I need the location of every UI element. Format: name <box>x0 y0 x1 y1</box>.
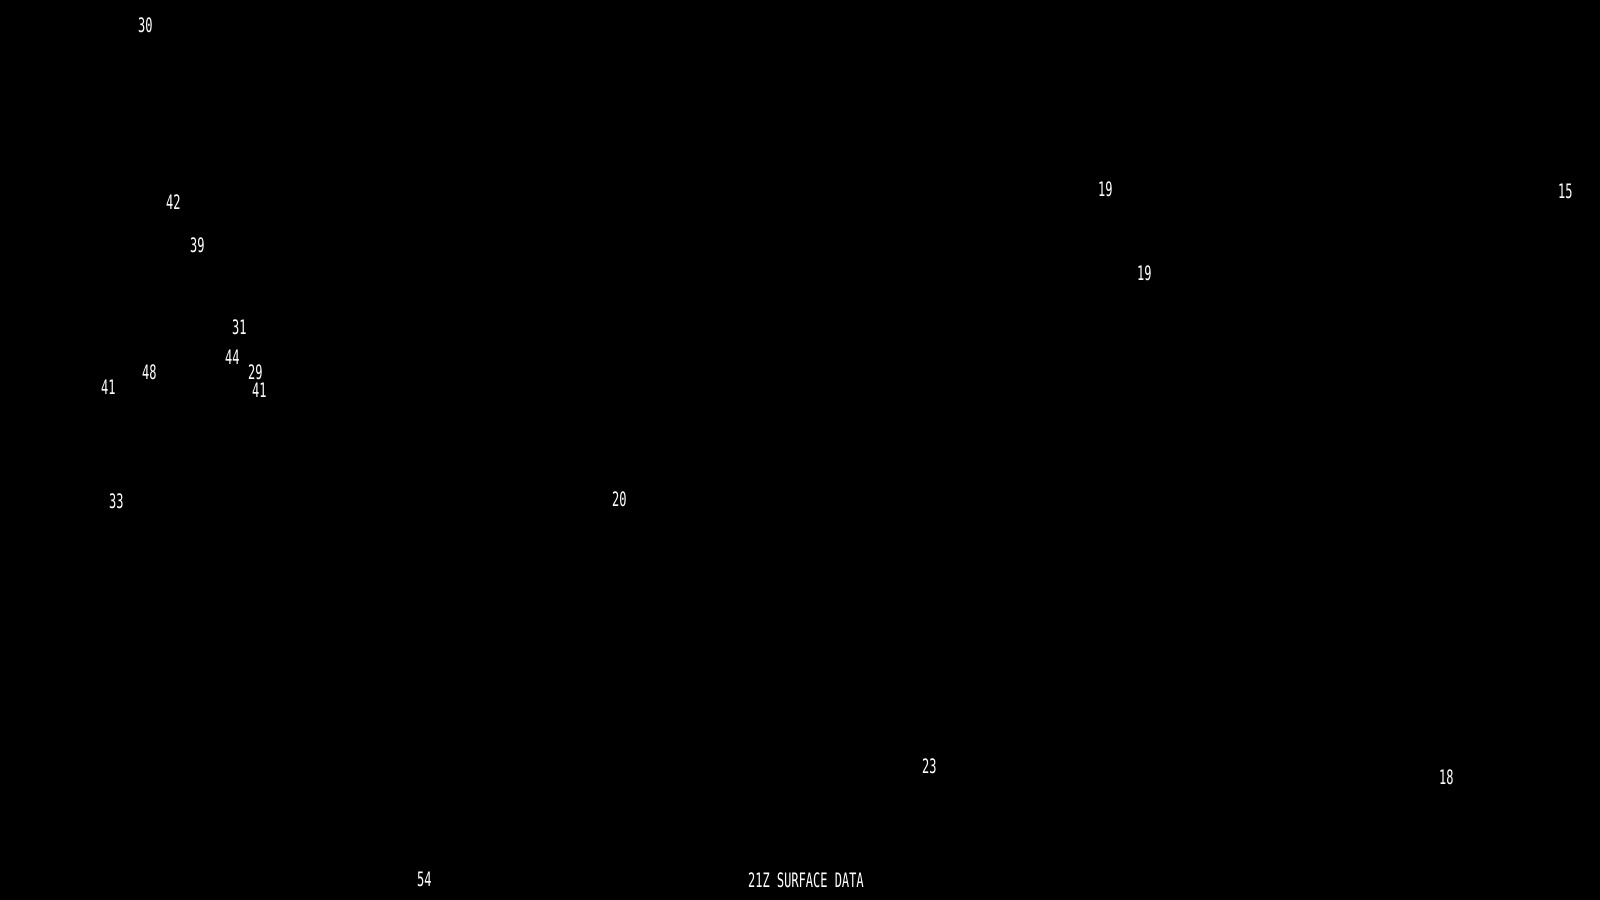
station-value: 20 <box>612 488 627 511</box>
station-value: 19 <box>1098 178 1113 201</box>
station-value: 48 <box>142 361 157 384</box>
station-value: 41 <box>252 379 267 402</box>
plot-title: 21Z SURFACE DATA <box>748 869 864 892</box>
station-value: 29 <box>248 361 263 384</box>
station-value: 23 <box>922 755 937 778</box>
station-value: 44 <box>225 346 240 369</box>
station-value: 39 <box>190 234 205 257</box>
station-value: 41 <box>101 376 116 399</box>
station-value: 30 <box>138 14 153 37</box>
station-value: 31 <box>232 316 247 339</box>
station-value: 18 <box>1439 766 1454 789</box>
station-value: 33 <box>109 490 124 513</box>
station-value: 19 <box>1137 262 1152 285</box>
station-value: 54 <box>417 868 432 891</box>
station-value: 15 <box>1558 180 1573 203</box>
station-value: 42 <box>166 191 181 214</box>
